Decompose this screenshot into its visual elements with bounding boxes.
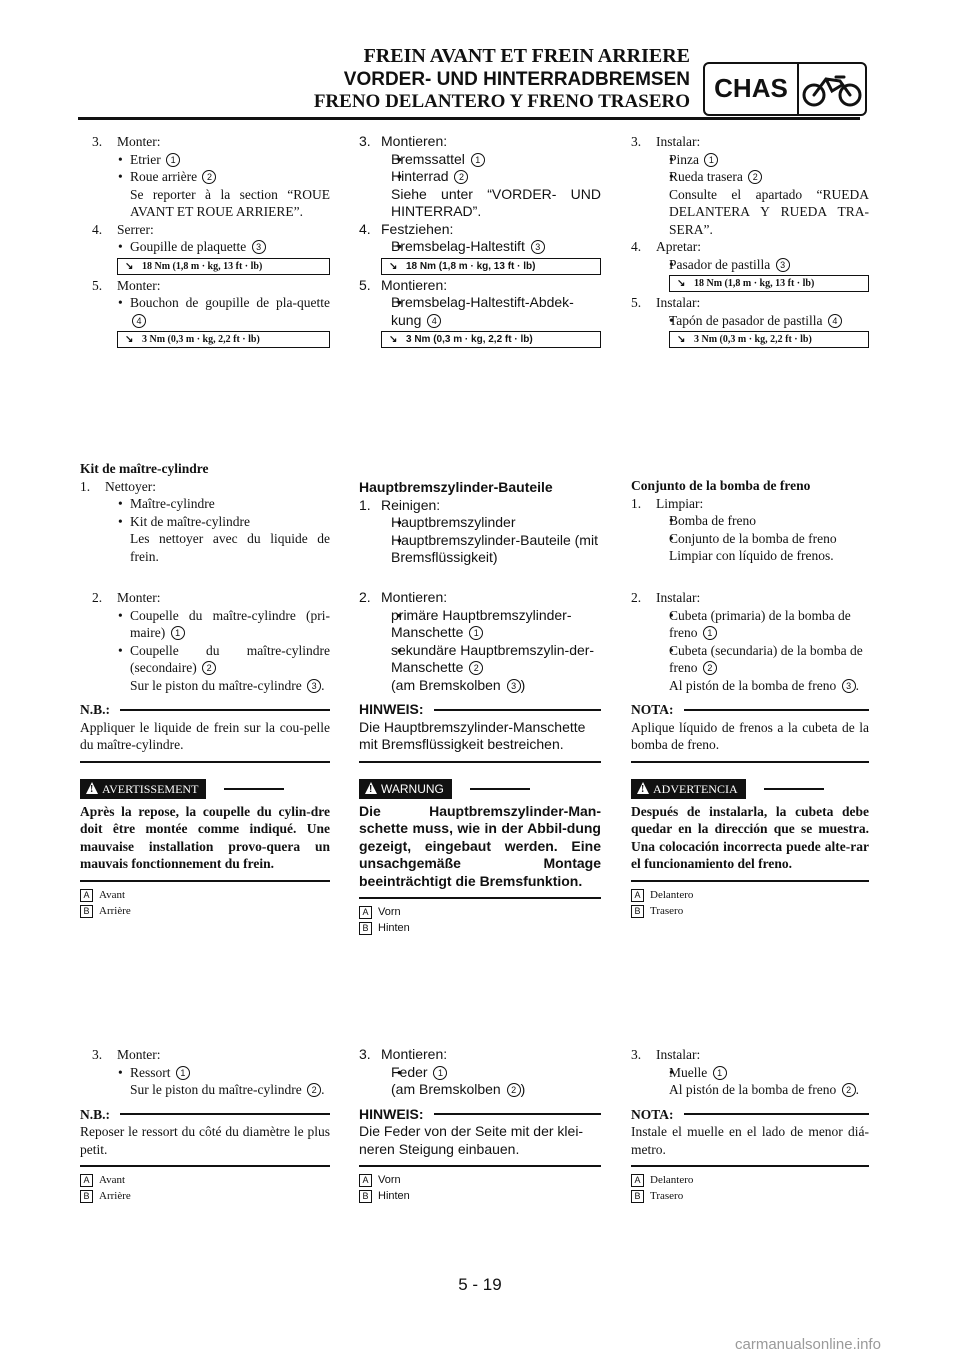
note-header: NOTA: xyxy=(631,1106,869,1124)
kit-section-fr: Kit de maître-cylindre 1. Nettoyer: • Maître-cylindre • Kit de maître-cylindre Les nettoyer avec du liquide de frein. xyxy=(80,460,330,565)
warning-header: ! ! WARNUNG xyxy=(359,779,601,799)
section-assembly-es: 3. Instalar: • Pinza 1 • Rueda trasera 2 Consulte el apartado “RUEDA DELANTERA Y RUEDA TRA-SERA”. 4. Apretar: • Pasador de pastilla 3 ↘ 18 Nm (1,8 m · kg, 13 ft · lb) 5. Instalar: • Tapón de pasador de pastilla 4 ↘ 3 Nm (0,3 m · kg, 2,2 ft · lb) xyxy=(631,133,869,350)
motorcycle-icon xyxy=(799,64,865,114)
section-assembly-fr: 3. Monter: • Etrier 1 • Roue arrière 2 Se reporter à la section “ROUE AVANT ET ROUE ARRIERE”. 4. Serrer: • Goupille de plaquette 3 ↘ 18 Nm (1,8 m · kg, 13 ft · lb) 5. Monter: • Bouchon de goupille de pla-quette 4 ↘ 3 Nm (0,3 m · kg, 2,2 ft · lb) xyxy=(80,133,330,350)
wrench-icon: ↘ xyxy=(677,278,686,289)
torque-spec: ↘ 3 Nm (0,3 m · kg, 2,2 ft · lb) xyxy=(117,331,330,348)
kit-step2-de: 2. Montieren: • primäre Hauptbremszylinder-Manschette 1 • sekundäre Hauptbremszylin-der-Manschette 2 (am Bremskolben 3 ) HINWEIS: Die Hauptbremszylinder-Manschette mit Bremsflüssigkeit bestreichen. ! ! WARNUNG Die Hauptbremszylinder-Man-schette muss, wie in der Abbil-dung gezeigt, eingebaut werden. Eine unsachgemäße Montage beeinträchtigt die Bremsfunktion. A Vorn B Hinten xyxy=(359,589,601,936)
note-header: HINWEIS: xyxy=(359,701,601,719)
torque-spec: ↘ 18 Nm (1,8 m · kg, 13 ft · lb) xyxy=(117,258,330,275)
wrench-icon: ↘ xyxy=(389,260,398,272)
note-header: N.B.: xyxy=(80,1106,330,1124)
note-header: N.B.: xyxy=(80,701,330,719)
kit-step3-es: 3. Instalar: • Muelle 1 Al pistón de la bomba de freno 2 . NOTA: Instale el muelle en el lado de menor diá-metro. A Delantero B Trasero xyxy=(631,1046,869,1204)
watermark: carmanualsonline.info xyxy=(735,1336,881,1353)
legend: A Delantero xyxy=(631,1172,869,1188)
title-fr: FREIN AVANT ET FREIN ARRIERE xyxy=(363,45,690,67)
warning-header: ! ! AVERTISSEMENT xyxy=(80,779,330,799)
legend: A Delantero xyxy=(631,887,869,903)
torque-spec: ↘ 3 Nm (0,3 m · kg, 2,2 ft · lb) xyxy=(669,331,869,348)
page-number: 5 - 19 xyxy=(458,1275,502,1294)
wrench-icon: ↘ xyxy=(125,260,134,272)
section-badge xyxy=(703,62,867,116)
title-de: VORDER- UND HINTERRADBREMSEN xyxy=(343,69,690,90)
wrench-icon: ↘ xyxy=(389,334,398,345)
wrench-icon: ↘ xyxy=(677,334,686,345)
header-rule xyxy=(78,117,860,120)
torque-spec: ↘ 18 Nm (1,8 m · kg, 13 ft · lb) xyxy=(669,275,869,292)
section-assembly-de: 3. Montieren: • Bremssattel 1 • Hinterrad 2 Siehe unter “VORDER- UND HINTERRAD”. 4. Festziehen: • Bremsbelag-Haltestift 3 ↘ 18 Nm (1,8 m · kg, 13 ft · lb) 5. Montieren: • Bremsbelag-Haltestift-Abdek-kung 4 ↘ 3 Nm (0,3 m · kg, 2,2 ft · lb) xyxy=(359,133,601,350)
legend: A Vorn xyxy=(359,1172,601,1188)
kit-section-de: Hauptbremszylinder-Bauteile 1. Reinigen: • Hauptbremszylinder • Hauptbremszylinder-Bauteile (mit Bremsflüssigkeit) xyxy=(359,479,601,567)
legend: A Vorn xyxy=(359,904,601,920)
legend: A Avant xyxy=(80,1172,330,1188)
torque-spec: ↘ 18 Nm (1,8 m · kg, 13 ft · lb) xyxy=(381,258,601,275)
legend: A Avant xyxy=(80,887,330,903)
kit-step2-fr: 2. Monter: • Coupelle du maître-cylindre (pri-maire) 1 • Coupelle du maître-cylindre (secondaire) 2 Sur le piston du maître-cylindre 3 . N.B.: Appliquer le liquide de frein sur la cou-pelle du maître-cylindre. ! ! AVERTISSEMENT Après la repose, la coupelle du cylin-dre doit être montée comme indiqué. Une mauvaise installation provo-quera un mauvais fonctionnement du frein. A Avant B Arrière xyxy=(80,589,330,919)
wrench-icon: ↘ xyxy=(125,334,134,345)
title-es: FRENO DELANTERO Y FRENO TRASERO xyxy=(313,91,690,112)
note-header: NOTA: xyxy=(631,701,869,719)
warning-header: ! ! ADVERTENCIA xyxy=(631,779,869,799)
note-header: HINWEIS: xyxy=(359,1106,601,1124)
torque-spec: ↘ 3 Nm (0,3 m · kg, 2,2 ft · lb) xyxy=(381,331,601,348)
kit-step2-es: 2. Instalar: • Cubeta (primaria) de la bomba de freno 1 • Cubeta (secundaria) de la bomba de freno 2 Al pistón de la bomba de freno 3 . NOTA: Aplique líquido de frenos a la cubeta de la bomba de freno. ! ! ADVERTENCIA Después de instalarla, la cubeta debe quedar en la dirección que se muestra. Una colocación incorrecta puede alte-rar el funcionamiento del freno. A Delantero B Trasero xyxy=(631,589,869,919)
kit-section-es: Conjunto de la bomba de freno 1. Limpiar: • Bomba de freno • Conjunto de la bomba de freno Limpiar con líquido de frenos. xyxy=(631,477,869,565)
kit-step3-fr: 3. Monter: • Ressort 1 Sur le piston du maître-cylindre 2 . N.B.: Reposer le ressort du côté du diamètre le plus petit. A Avant B Arrière xyxy=(80,1046,330,1204)
kit-step3-de: 3. Montieren: • Feder 1 (am Bremskolben 2 ) HINWEIS: Die Feder von der Seite mit der klei-neren Steigung einbauen. A Vorn B Hinten xyxy=(359,1046,601,1204)
chas-label: CHAS xyxy=(705,64,799,114)
